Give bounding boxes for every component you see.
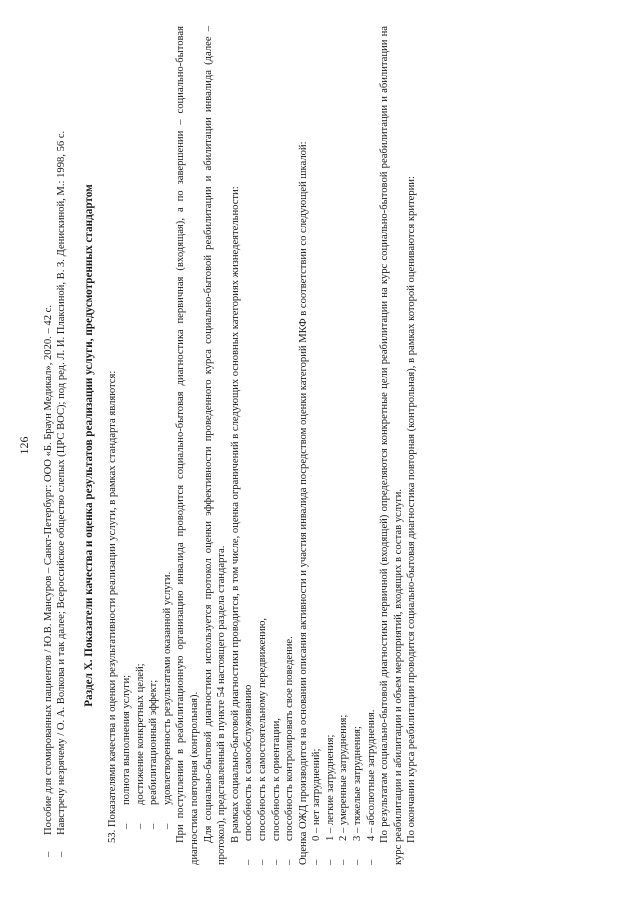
list-item: –реабилитационный эффект; [148, 679, 160, 829]
list-item: –4 – абсолютные затруднения. [365, 709, 377, 865]
list-item: –2 – умеренные затруднения; [338, 714, 350, 865]
list-item: –полнота выполнения услуги; [120, 674, 132, 829]
paragraph-results: По результатам социально-бытовой диагностики первичной (входящей) определяются конкретные цели реабилитации на курс социально-бытовой реабилитации и абилитации на курс реабилитации и абилитации и объем мероприятий, входящих в состав услуги. [379, 26, 404, 865]
page-number: 126 [17, 436, 31, 455]
list-item: –способность к самообслуживанию [243, 684, 255, 865]
reference-text: Навстречу незрячему / О. А. Волкова и так далее; Всероссийское общество слепых (ЦРС ВОС); под ред. Л. И. Плаксиной, В. З. Денискиной, М.: 1998, 56 с. [56, 130, 68, 835]
list-item-text: 2 – умеренные затруднения; [338, 714, 350, 841]
list-item-text: 4 – абсолютные затруднения. [365, 709, 377, 841]
section-heading: Раздел X. Показатели качества и оценка результатов реализации услуги, предусмотренных стандартом [82, 184, 95, 707]
list-item-text: способность к самообслуживанию [243, 684, 255, 841]
reference-item [55, 26, 69, 865]
list-item-text: 1 – легкие затруднения; [324, 734, 336, 841]
reference-text: Пособие для стомированных пациентов / Ю.В. Мансуров – Санкт-Петербург: ООО «Б. Браун Медикал», 2020. – 42 с. [42, 304, 54, 835]
reference-list [42, 26, 69, 865]
categories-list [242, 26, 296, 865]
paragraph-protocol: Для социально-бытовой диагностики используется протокол оценки эффективности проведенного курса социально-бытовой реабилитации и абилитации инвалида (далее – протокол), представленный в пункте 54 настоящего раздела стандарта. [202, 26, 228, 865]
list-item: –удовлетворенность результатами оказанной услуги. [161, 571, 173, 829]
reference-dash: – [56, 851, 68, 857]
list-item: –способность к ориентации, [270, 718, 282, 865]
paragraph-53: 53. Показателями качества и оценки результативности реализации услуги, в рамках стандарта являются: [107, 370, 119, 843]
list-item-text: достижение конкретных целей; [134, 663, 146, 805]
list-item: –3 – тяжелые затруднения; [352, 726, 364, 865]
list-item-text: 3 – тяжелые затруднения; [352, 726, 364, 841]
list-item-text: способность к ориентации, [270, 718, 282, 841]
list-item: –0 – нет затруднений; [311, 748, 323, 865]
paragraph-end: По окончании курса реабилитации проводится социально-бытовая диагностика повторная (контрольная), в рамках которой оцениваются критерии: [406, 176, 418, 843]
list-item-text: реабилитационный эффект; [148, 679, 160, 805]
list-item: –1 – легкие затруднения; [324, 734, 336, 865]
list-item: –способность к самостоятельному передвижению, [256, 617, 268, 865]
paragraph-ojd: Оценка ОЖД производится на основании описания активности и участия инвалида посредством оценки категорий МКФ в соответствии со следующей шкалой: [297, 141, 309, 865]
list-item-text: удовлетворенность результатами оказанной услуги. [161, 571, 173, 805]
list-item: –способность контролировать свое поведение. [284, 636, 296, 865]
scale-list [310, 26, 378, 865]
reference-item [42, 26, 56, 865]
list-item-text: способность контролировать свое поведение. [284, 636, 296, 841]
list-item-text: 0 – нет затруднений; [311, 748, 323, 841]
reference-dash: – [42, 851, 54, 857]
list-item: –достижение конкретных целей; [134, 663, 146, 829]
quality-indicators-list [120, 26, 174, 865]
paragraph-framework: В рамках социально-бытовой диагностики проводится, в том числе, оценка ограничений в следующих основных категориях жизнедеятельности: [229, 186, 241, 843]
list-item-text: полнота выполнения услуги; [120, 674, 132, 805]
paragraph-arrival: При поступлении в реабилитационную организацию инвалида проводится социально-бытовая диагностика первичная (входящая), а по завершении – социально-бытовая диагностика повторная (контрольная). [175, 26, 200, 865]
list-item-text: способность к самостоятельному передвижению, [256, 617, 268, 841]
